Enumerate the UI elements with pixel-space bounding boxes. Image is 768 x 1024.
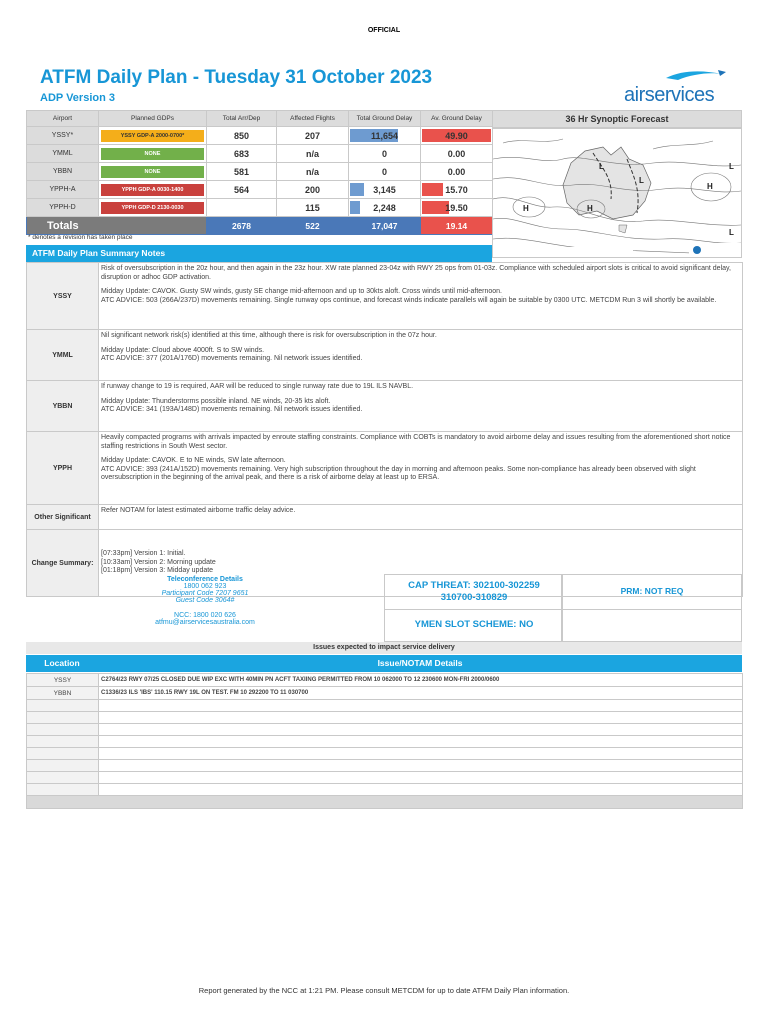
- cap-threat-line2: 310700-310829: [440, 592, 508, 603]
- col-total-arr-dep: Total Arr/Dep: [207, 111, 277, 127]
- version-label: ADP Version 3: [40, 92, 115, 104]
- svg-text:L: L: [729, 228, 734, 237]
- planned-gdp-badge: YSSY GDP-A 2000-0700*: [101, 130, 204, 142]
- prm-box: [562, 574, 742, 642]
- summary-note-label: Change Summary:: [27, 530, 99, 597]
- total-ground-delay: [349, 145, 421, 163]
- planned-gdp-badge: NONE: [101, 166, 204, 178]
- total-arr-dep: 581: [207, 163, 277, 181]
- issue-location: [27, 724, 99, 736]
- avg-ground-delay-value: 0.00: [447, 148, 466, 159]
- issue-row-empty: [27, 784, 743, 796]
- summary-note-paragraph: Risk of oversubscription in the 20z hour, and then again in the 23z hour. XW rate planned 23-04z with RWY 25 ops from 01-03z. Compliance with scheduled airport slots is critical to avoid significant delay, disruption or adhoc GDP activation.: [101, 265, 731, 281]
- issue-location: YSSY: [27, 674, 99, 687]
- svg-text:L: L: [729, 162, 734, 171]
- summary-note-paragraph: Heavily compacted programs with arrivals impacted by enroute staffing constraints. Compliance with COBTs is mandatory to avoid airborne delay and issues resulting from the aforementioned short notice staffing restrictions in South West sector.: [101, 434, 731, 450]
- summary-note-paragraph: Nil significant network risk(s) identified at this time, although there is risk for oversubscription in the 07z hour.: [101, 332, 437, 339]
- summary-note-text: [99, 505, 743, 530]
- total-ground-delay-value: 2,248: [373, 202, 396, 213]
- airport-code: YSSY*: [27, 127, 99, 145]
- summary-note-label: YMML: [27, 330, 99, 381]
- summary-note-label: YBBN: [27, 381, 99, 432]
- summary-note-paragraph: Midday Update: Thunderstorms possible inland. NE winds, 20-35 kts aloft. ATC ADVICE: 341 (193A/148D) movements remaining. Nil network issues identified.: [101, 397, 363, 413]
- issue-details: [99, 700, 743, 712]
- summary-note-text: [99, 381, 743, 432]
- issue-row-empty: [27, 760, 743, 772]
- gdp-row: [27, 181, 493, 199]
- total-arr-dep: 683: [207, 145, 277, 163]
- total-ground-delay: [349, 199, 421, 217]
- issue-row: [27, 674, 743, 687]
- planned-gdp-badge: NONE: [101, 148, 204, 160]
- ncc-email-link[interactable]: atfmu@airservicesaustralia.com: [155, 619, 255, 626]
- issue-row-empty: [27, 724, 743, 736]
- ncc-phone: NCC: 1800 020 626: [174, 612, 236, 619]
- summary-note-label: YPPH: [27, 432, 99, 505]
- cap-threat: [385, 580, 563, 604]
- gdp-row: [27, 163, 493, 181]
- issues-title: Issues expected to impact service delivery: [26, 642, 742, 654]
- avg-ground-delay-value: 49.90: [445, 130, 468, 141]
- issue-row-empty: [27, 736, 743, 748]
- issue-details: C1336/23 ILS 'IBS' 110.15 RWY 19L ON TEST. FM 10 292200 TO 11 030700: [99, 687, 743, 700]
- page-title: ATFM Daily Plan - Tuesday 31 October 2023: [40, 67, 433, 88]
- logo-text: airservices: [624, 84, 715, 106]
- issue-location: YBBN: [27, 687, 99, 700]
- synoptic-map: [492, 128, 742, 258]
- summary-note-paragraph: Midday Update: Cloud above 4000ft. S to SW winds. ATC ADVICE: 377 (201A/176D) movements remaining. Nil network issues identified.: [101, 346, 363, 362]
- issues-footer-row: [27, 796, 743, 809]
- avg-ground-delay: [421, 181, 493, 199]
- gdp-row: [27, 199, 493, 217]
- report-footer: Report generated by the NCC at 1:21 PM. Please consult METCDM for up to date ATFM Daily Plan information.: [198, 986, 570, 995]
- ymen-slot-scheme: YMEN SLOT SCHEME: NO: [414, 619, 534, 630]
- total-ground-delay: [349, 181, 421, 199]
- totals-label: Totals: [27, 217, 207, 235]
- gdp-table: [26, 110, 493, 235]
- issues-table: [26, 673, 743, 809]
- summary-note-row: [27, 330, 743, 381]
- airport-code: YBBN: [27, 163, 99, 181]
- totals-ground-delay: 17,047: [349, 217, 421, 235]
- airport-code: YPPH-D: [27, 199, 99, 217]
- divider: [385, 609, 563, 610]
- issue-details: [99, 760, 743, 772]
- summary-note-row: [27, 263, 743, 330]
- issue-row-empty: [27, 700, 743, 712]
- revision-note: * denotes a revision has taken place: [28, 234, 133, 241]
- summary-note-text: [99, 432, 743, 505]
- col-planned-gdps: Planned GDPs: [99, 111, 207, 127]
- synoptic-chart-image: [493, 129, 741, 257]
- total-ground-delay-value: 0: [381, 166, 387, 177]
- gdp-header-row: [27, 111, 493, 127]
- total-ground-delay-value: 11,654: [370, 130, 399, 141]
- issues-col-location: Location: [44, 658, 80, 668]
- summary-note-row: [27, 381, 743, 432]
- airport-code: YPPH-A: [27, 181, 99, 199]
- total-ground-delay: [349, 127, 421, 145]
- affected-flights: 207: [277, 127, 349, 145]
- issue-details: [99, 712, 743, 724]
- prm-status: PRM: NOT REQ: [620, 586, 684, 596]
- svg-text:L: L: [639, 176, 644, 185]
- avg-ground-delay: [421, 163, 493, 181]
- issue-location: [27, 784, 99, 796]
- total-ground-delay: [349, 163, 421, 181]
- summary-note-paragraph: [07:33pm] Version 1: Initial. [10:33am] Version 2: Morning update [01:18pm] Version 3: Midday update: [101, 550, 216, 575]
- summary-note-paragraph: Midday Update: CAVOK. Gusty SW winds, gusty SE change mid-afternoon and up to 30kts aloft. Cross winds until mid-afternoon. ATC ADVICE: 503 (266A/237D) movements remaining. Single runway ops continue, and forecast winds indicate parallels will again be suitable by 0300 UTC. METCDM Run 3 will shortly be available.: [101, 288, 717, 304]
- issue-row-empty: [27, 748, 743, 760]
- total-ground-delay-value: 0: [381, 148, 387, 159]
- svg-text:L: L: [599, 162, 604, 171]
- issue-row: [27, 687, 743, 700]
- airport-code: YMML: [27, 145, 99, 163]
- issue-location: [27, 712, 99, 724]
- summary-note-row: [27, 432, 743, 505]
- issue-details: C2764/23 RWY 07/25 CLOSED DUE WIP EXC WITH 40MIN PN ACFT TAXIING PERMITTED FROM 10 062000 TO 12 230600 MON-FRI 2000/0600: [99, 674, 743, 687]
- issue-details: [99, 724, 743, 736]
- total-arr-dep: [207, 199, 277, 217]
- issue-location: [27, 772, 99, 784]
- cap-threat-box: [384, 574, 562, 642]
- issue-location: [27, 700, 99, 712]
- issue-details: [99, 736, 743, 748]
- teleconference-details: [26, 574, 385, 642]
- issue-details: [99, 748, 743, 760]
- issue-details: [99, 784, 743, 796]
- issues-col-details: Issue/NOTAM Details: [377, 658, 463, 668]
- summary-note-paragraph: Midday Update: CAVOK. E to NE winds, SW late afternoon. ATC ADVICE: 393 (241A/152D) movements remaining. Very high subscription throughout the day in morning and afternoon peaks. Some non-compliance has already been observed with slight oversubscription in the beginning of the arrival peak, and there is a risk of airborne delay at least up to ERSA.: [101, 457, 696, 481]
- totals-avg-delay: 19.14: [421, 217, 493, 235]
- affected-flights: 200: [277, 181, 349, 199]
- summary-note-row: [27, 505, 743, 530]
- summary-note-text: [99, 330, 743, 381]
- totals-affected: 522: [277, 217, 349, 235]
- summary-note-paragraph: If runway change to 19 is required, AAR will be reduced to single runway rate due to 19L ILS NAVBL.: [101, 383, 414, 390]
- teleconference-title: Teleconference Details: [167, 576, 243, 583]
- svg-text:H: H: [707, 182, 713, 191]
- summary-note-label: Other Significant: [27, 505, 99, 530]
- totals-arr-dep: 2678: [207, 217, 277, 235]
- divider: [563, 609, 741, 610]
- synoptic-title: 36 Hr Synoptic Forecast: [492, 110, 742, 128]
- svg-text:H: H: [587, 204, 593, 213]
- issue-row-empty: [27, 712, 743, 724]
- col-airport: Airport: [27, 111, 99, 127]
- issues-footer-cell: [27, 796, 743, 809]
- avg-ground-delay: [421, 127, 493, 145]
- teleconference-phone: 1800 062 923: [183, 583, 227, 590]
- planned-gdp-badge: YPPH GDP-A 0030-1400: [101, 184, 204, 196]
- col-affected-flights: Affected Flights: [277, 111, 349, 127]
- teleconference-guest: Guest Code 3064#: [175, 597, 235, 604]
- official-mark: OFFICIAL: [367, 27, 401, 34]
- avg-ground-delay: [421, 145, 493, 163]
- summary-notes-title: ATFM Daily Plan Summary Notes: [26, 245, 492, 262]
- total-ground-delay-value: 3,145: [373, 184, 396, 195]
- issue-location: [27, 760, 99, 772]
- col-total-ground-delay: Total Ground Delay: [349, 111, 421, 127]
- avg-ground-delay-value: 15.70: [445, 184, 468, 195]
- gdp-row: [27, 145, 493, 163]
- total-arr-dep: 850: [207, 127, 277, 145]
- gdp-totals-row: [27, 217, 493, 235]
- gdp-row: [27, 127, 493, 145]
- teleconference-participant: Participant Code 7207 9651: [161, 590, 249, 597]
- summary-notes-table: [26, 262, 743, 597]
- issue-details: [99, 772, 743, 784]
- cap-threat-line1: CAP THREAT: 302100-302259: [408, 580, 540, 591]
- summary-note-paragraph: Refer NOTAM for latest estimated airborne traffic delay advice.: [101, 507, 296, 514]
- affected-flights: n/a: [277, 163, 349, 181]
- issues-header: [26, 655, 742, 672]
- avg-ground-delay-value: 0.00: [447, 166, 466, 177]
- col-avg-ground-delay: Av. Ground Delay: [421, 111, 493, 127]
- avg-ground-delay-value: 19.50: [445, 202, 468, 213]
- issue-location: [27, 748, 99, 760]
- total-arr-dep: 564: [207, 181, 277, 199]
- issue-location: [27, 736, 99, 748]
- airservices-logo: [622, 68, 732, 110]
- issue-row-empty: [27, 772, 743, 784]
- svg-text:H: H: [523, 204, 529, 213]
- summary-note-text: [99, 263, 743, 330]
- summary-note-label: YSSY: [27, 263, 99, 330]
- affected-flights: n/a: [277, 145, 349, 163]
- avg-ground-delay: [421, 199, 493, 217]
- planned-gdp-badge: YPPH GDP-D 2130-0030: [101, 202, 204, 214]
- affected-flights: 115: [277, 199, 349, 217]
